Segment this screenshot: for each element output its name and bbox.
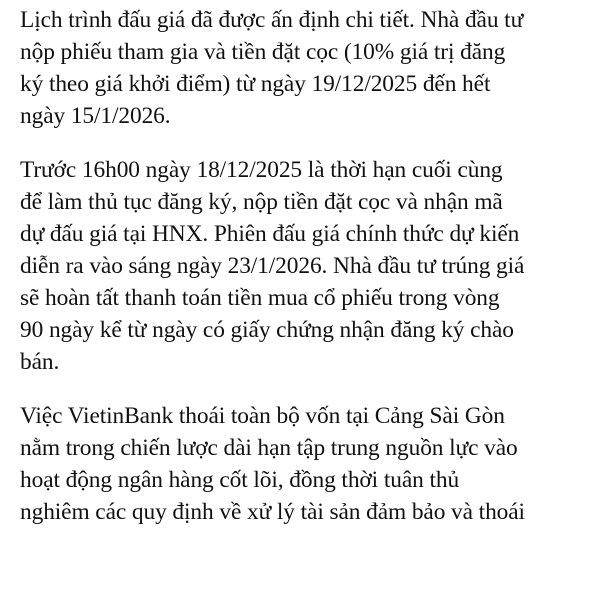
text-line: 90 ngày kể từ ngày có giấy chứng nhận đăng ký chào	[20, 317, 514, 343]
text-line: Việc VietinBank thoái toàn bộ vốn tại Cảng Sài Gòn	[20, 403, 505, 429]
text-line: dự đấu giá tại HNX. Phiên đấu giá chính thức dự kiến	[20, 221, 520, 247]
text-line: nộp phiếu tham gia và tiền đặt cọc (10% giá trị đăng	[20, 39, 506, 65]
text-line: để làm thủ tục đăng ký, nộp tiền đặt cọc và nhận mã	[20, 189, 503, 215]
paragraph-registration-deadline	[20, 154, 586, 378]
paragraph-divestment-strategy	[20, 400, 586, 528]
text-line: sẽ hoàn tất thanh toán tiền mua cổ phiếu trong vòng	[20, 285, 500, 311]
paragraph-auction-schedule	[20, 4, 586, 132]
text-line: nghiêm các quy định về xử lý tài sản đảm bảo và thoái	[20, 499, 525, 525]
text-line: hoạt động ngân hàng cốt lõi, đồng thời tuân thủ	[20, 467, 460, 493]
text-line: Trước 16h00 ngày 18/12/2025 là thời hạn cuối cùng	[20, 157, 503, 183]
text-line: ngày 15/1/2026.	[20, 103, 171, 129]
text-line: ký theo giá khởi điểm) từ ngày 19/12/2025 đến hết	[20, 71, 491, 97]
text-line: diễn ra vào sáng ngày 23/1/2026. Nhà đầu tư trúng giá	[20, 253, 525, 279]
text-line: nằm trong chiến lược dài hạn tập trung nguồn lực vào	[20, 435, 518, 461]
text-line: Lịch trình đấu giá đã được ấn định chi tiết. Nhà đầu tư	[20, 7, 524, 33]
text-line: bán.	[20, 349, 60, 375]
